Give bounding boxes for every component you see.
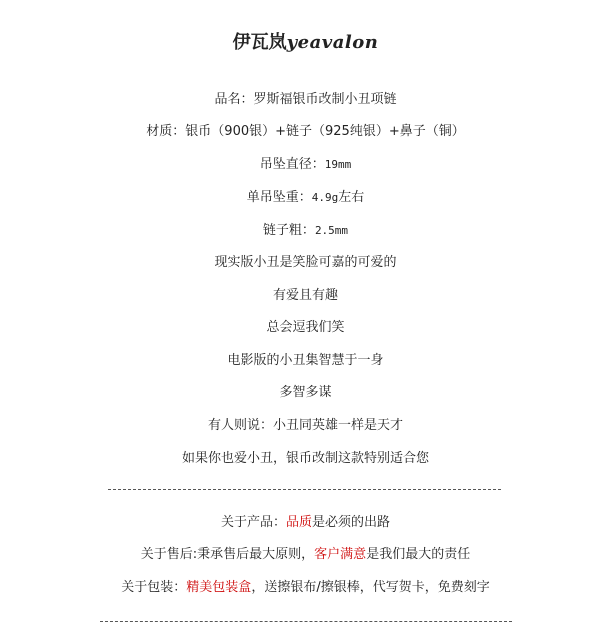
story-line: 有人则说：小丑同英雄一样是天才 bbox=[207, 418, 403, 433]
product-name-label: 品名： bbox=[214, 92, 254, 107]
about-package-highlight: 精美包装盒 bbox=[186, 580, 252, 595]
story-line: 多智多谋 bbox=[279, 385, 332, 400]
story-line: 电影版的小丑集智慧于一身 bbox=[227, 353, 384, 368]
brand-title bbox=[0, 28, 611, 54]
story-line: 现实版小丑是笑脸可嘉的可爱的 bbox=[214, 255, 397, 270]
about-service-highlight: 客户满意 bbox=[314, 547, 367, 562]
weight-value: 4.9g bbox=[311, 191, 339, 204]
about-package-prefix: 关于包装： bbox=[121, 580, 187, 595]
weight-suffix: 左右 bbox=[338, 190, 365, 205]
product-name-line bbox=[0, 91, 611, 109]
about-product-suffix: 是必须的出路 bbox=[312, 515, 391, 530]
about-product-line bbox=[0, 514, 611, 532]
chain-label: 链子粗： bbox=[262, 223, 315, 238]
brand-name-cn: 伊瓦岚 bbox=[232, 32, 287, 53]
material-value: 银币（900银）+链子（925纯银）+鼻子（铜） bbox=[185, 124, 465, 139]
about-package-line bbox=[0, 579, 611, 597]
about-product-highlight: 品质 bbox=[285, 515, 312, 530]
diameter-line bbox=[0, 156, 611, 174]
brand-name-en: yeavalon bbox=[286, 32, 379, 53]
chain-value: 2.5mm bbox=[314, 224, 349, 237]
material-label: 材质： bbox=[146, 124, 186, 139]
about-product-prefix: 关于产品： bbox=[220, 515, 286, 530]
about-service-prefix: 关于售后:秉承售后最大原则， bbox=[140, 547, 315, 562]
diameter-value: 19mm bbox=[324, 158, 352, 171]
chain-line bbox=[0, 222, 611, 240]
about-service-line bbox=[0, 546, 611, 564]
bottom-divider bbox=[100, 621, 512, 622]
section-divider bbox=[108, 489, 501, 490]
story-line: 如果你也爱小丑，银币改制这款特别适合您 bbox=[181, 451, 429, 466]
product-name-value: 罗斯福银币改制小丑项链 bbox=[253, 92, 397, 107]
story-line: 总会逗我们笑 bbox=[266, 320, 345, 335]
weight-label: 单吊坠重： bbox=[246, 190, 312, 205]
diameter-label: 吊坠直径： bbox=[259, 157, 325, 172]
about-package-suffix: ，送擦银布/擦银棒，代写贺卡，免费刻字 bbox=[251, 580, 490, 595]
material-line bbox=[0, 123, 611, 141]
about-service-suffix: 是我们最大的责任 bbox=[366, 547, 471, 562]
weight-line bbox=[0, 189, 611, 207]
story-line: 有爱且有趣 bbox=[272, 288, 338, 303]
